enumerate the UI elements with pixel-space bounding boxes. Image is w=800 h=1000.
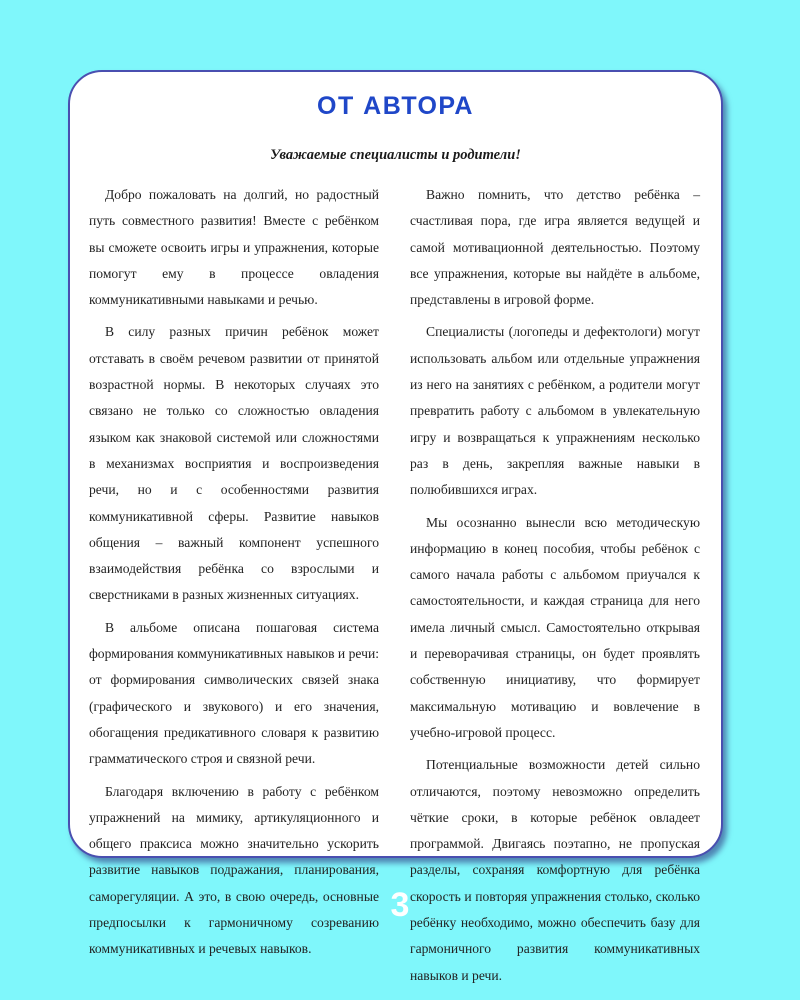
paragraph: Потенциальные возможности детей сильно отличаются, поэтому невозможно определить чёткие сроки, в которые ребёнок овладеет программой. Двигаясь поэтапно, не пропуская разделы, сохраняя комфортную для ребёнка скорость и повторяя упражнения столько, сколько ребёнку необходимо, можно обеспечить базу для гармоничного развития коммуникативных навыков и речи. — [410, 757, 700, 983]
page-number: 3 — [390, 886, 410, 924]
paragraph: Благодаря включению в работу с ребёнком упражнений на мимику, артикуляционного и общего праксиса можно значительно ускорить развитие навыков подражания, планирования, саморегуляции. А это, в свою очередь, основные предпосылки к гармоничному созреванию коммуникативных и речевых навыков. — [89, 783, 379, 957]
left-column — [89, 182, 379, 969]
right-column — [410, 182, 700, 995]
paragraph: Мы осознанно вынесли всю методическую информацию в конец пособия, чтобы ребёнок с самого начала работы с альбомом приучался к самостоятельности, и каждая страница для него имела личный смысл. Самостоятельно открывая и переворачивая страницы, он будет проявлять собственную инициативу, что формирует максимальную мотивацию и вовлечение в учебно-игровой процесс. — [410, 514, 700, 740]
text-card — [68, 70, 723, 983]
page-title: ОТ АВТОРА — [317, 92, 474, 120]
paragraph: Специалисты (логопеды и дефектологи) могут использовать альбом или отдельные упражнения из него на занятиях с ребёнком, а родители могут превратить работу с альбомом в увлекательную игру и возвращаться к упражнениям несколько раз в день, закрепляя важные навыки в полюбившихся играх. — [410, 324, 700, 498]
paragraph: В альбоме описана пошаговая система формирования коммуникативных навыков и речи: от формирования символических связей знака (графического и звукового) и его значения, обогащения предикативного словаря к развитию грамматического строя и связной речи. — [89, 619, 379, 767]
page-subtitle: Уважаемые специалисты и родители! — [270, 147, 521, 163]
paragraph: В силу разных причин ребёнок может отставать в своём речевом развитии от принятой возрастной нормы. В некоторых случаях это связано не только со сложностью овладения языком как знаковой системой или сложностями в механизмах восприятия и воспроизведения речи, но и с особенностями развития коммуникативной сферы. Развитие навыков общения – важный компонент успешного взаимодействия ребёнка со взрослыми и сверстниками в разных жизненных ситуациях. — [89, 324, 379, 603]
paragraph: Важно помнить, что детство ребёнка – счастливая пора, где игра является ведущей и самой мотивационной деятельностью. Поэтому все упражнения, которые вы найдёте в альбоме, представлены в игровой форме. — [410, 187, 700, 308]
paragraph: Добро пожаловать на долгий, но радостный путь совместного развития! Вместе с ребёнком вы сможете освоить игры и упражнения, которые помогут ему в процессе овладения коммуникативными навыками и речью. — [89, 187, 379, 308]
